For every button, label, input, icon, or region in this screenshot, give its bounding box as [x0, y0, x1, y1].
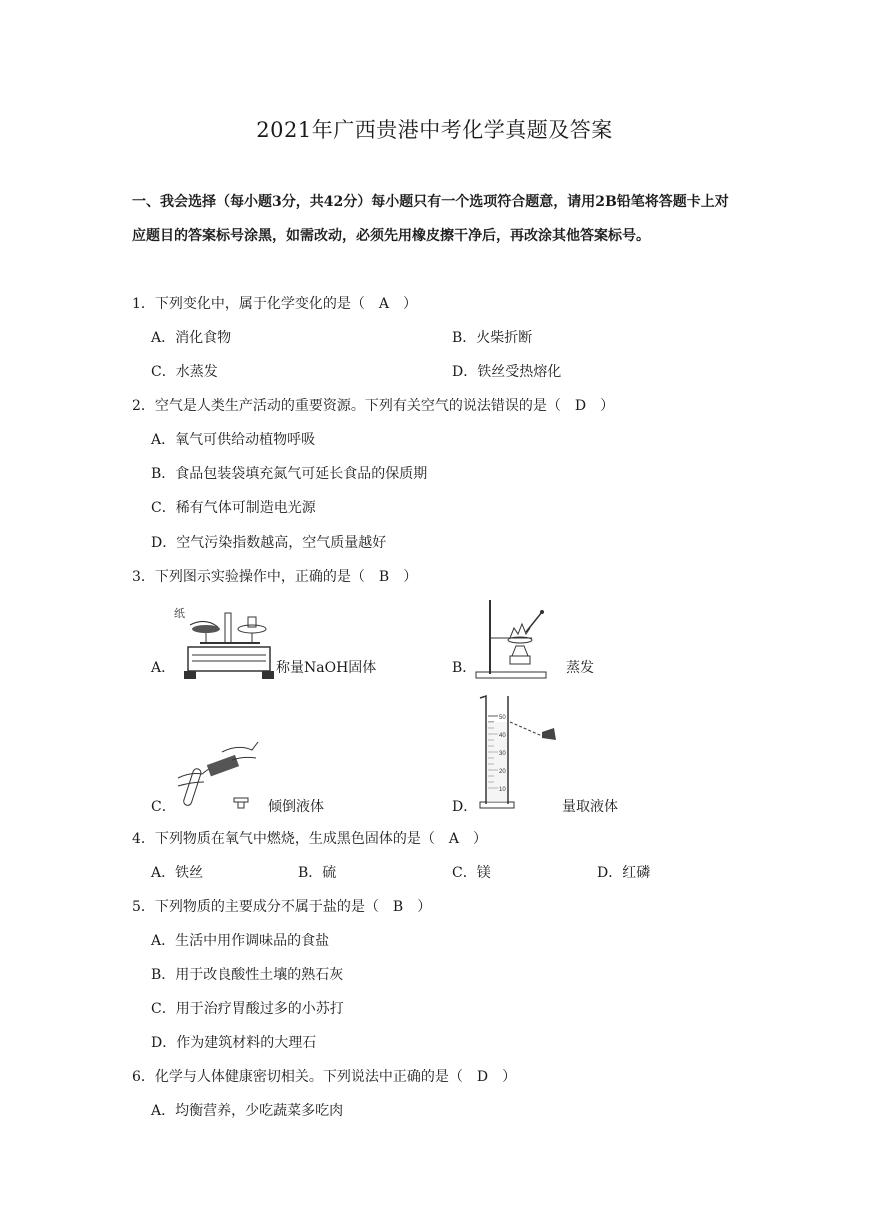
q5-stem: 5．下列物质的主要成分不属于盐的是（ B ） — [132, 899, 432, 915]
scale-label: 20 — [499, 769, 506, 775]
q4-option-c: C．镁 — [452, 865, 491, 881]
balance-figure — [170, 603, 276, 683]
q1-option-a: A．消化食物 — [151, 330, 232, 346]
scale-label: 30 — [499, 751, 506, 757]
paper-label: 纸 — [174, 608, 185, 620]
q4-option-a: A．铁丝 — [151, 865, 204, 881]
cylinder-figure — [476, 692, 562, 810]
q3-stem: 3．下列图示实验操作中，正确的是（ B ） — [132, 569, 418, 585]
q4-stem: 4．下列物质在氧气中燃烧，生成黑色固体的是（ A ） — [132, 831, 488, 847]
scale-label: 40 — [499, 733, 506, 739]
q2-option-a: A．氧气可供给动植物呼吸 — [151, 432, 316, 448]
q3-option-c-letter: C． — [151, 799, 176, 815]
page-title: 2021年广西贵港中考化学真题及答案 — [256, 118, 613, 142]
evaporation-figure — [470, 598, 565, 682]
q3-option-b-letter: B． — [452, 660, 477, 676]
q2-option-b: B．食品包装袋填充氮气可延长食品的保质期 — [151, 466, 428, 482]
scale-label: 10 — [499, 787, 506, 793]
q3-option-a-caption: 称量NaOH固体 — [276, 660, 377, 676]
q3-option-d-letter: D． — [452, 799, 478, 815]
q5-option-d: D．作为建筑材料的大理石 — [151, 1035, 317, 1051]
q6-option-a: A．均衡营养，少吃蔬菜多吃肉 — [151, 1103, 344, 1119]
q4-option-d: D．红磷 — [597, 865, 651, 881]
section-instructions: 一、我会选择（每小题3分，共42分）每小题只有一个选项符合题意，请用2B铅笔将答题卡上对应题目的答案标号涂黑，如需改动，必须先用橡皮擦干净后，再改涂其他答案标号。 — [132, 194, 729, 244]
q2-option-d: D．空气污染指数越高，空气质量越好 — [151, 535, 387, 551]
q1-option-d: D．铁丝受热熔化 — [452, 364, 562, 380]
q3-option-a-letter: A． — [151, 660, 176, 676]
pouring-figure — [172, 738, 268, 810]
q1-stem: 1．下列变化中，属于化学变化的是（ A ） — [132, 296, 418, 312]
q1-option-c: C．水蒸发 — [151, 364, 218, 380]
q3-option-b-caption: 蒸发 — [566, 660, 594, 676]
q5-option-c: C．用于治疗胃酸过多的小苏打 — [151, 1001, 344, 1017]
q1-option-b: B．火柴折断 — [452, 330, 533, 346]
scale-label: 50 — [499, 715, 506, 721]
q3-option-d-caption: 量取液体 — [562, 799, 618, 815]
q3-option-c-caption: 倾倒液体 — [268, 799, 324, 815]
q5-option-a: A．生活中用作调味品的食盐 — [151, 933, 330, 949]
q2-stem: 2．空气是人类生产活动的重要资源。下列有关空气的说法错误的是（ D ） — [132, 398, 615, 414]
q2-option-c: C．稀有气体可制造电光源 — [151, 500, 316, 516]
q4-option-b: B．硫 — [298, 865, 337, 881]
q5-option-b: B．用于改良酸性土壤的熟石灰 — [151, 967, 344, 983]
q6-stem: 6．化学与人体健康密切相关。下列说法中正确的是（ D ） — [132, 1069, 517, 1085]
